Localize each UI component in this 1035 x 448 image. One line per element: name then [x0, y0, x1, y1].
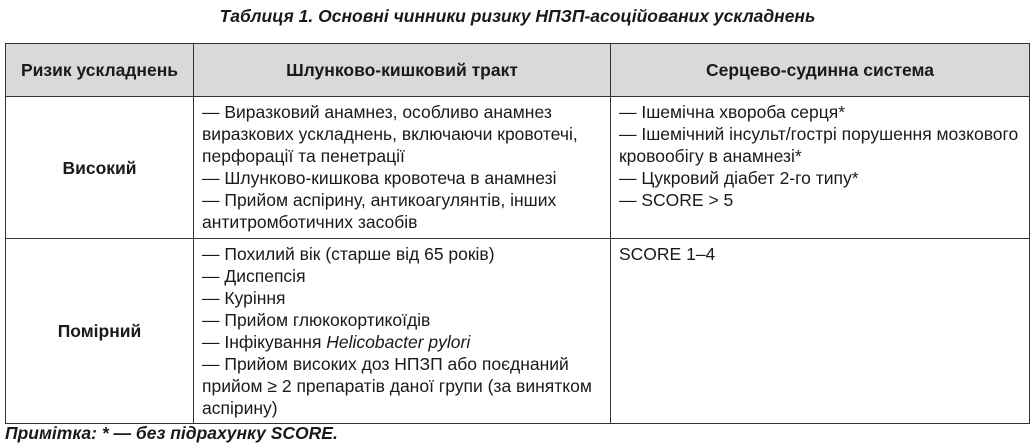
cv-factors-moderate — [611, 239, 1030, 424]
risk-factors-table — [5, 43, 1030, 424]
list-item: — Шлунково-кишкова кровотеча в анамнезі — [202, 168, 557, 188]
table-row-high — [6, 97, 1030, 239]
cv-factors-high — [611, 97, 1030, 239]
list-item: — SCORE > 5 — [619, 190, 734, 210]
list-item: — Ішемічна хвороба серця* — [619, 102, 846, 122]
list-item: — Ішемічний інсульт/гострі порушення мозкового кровообігу в анамнезі* — [619, 124, 1019, 166]
list-item: — Виразковий анамнез, особливо анамнез виразкових ускладнень, включаючи кровотечі, перфорації та пенетрації — [202, 102, 578, 166]
list-item: — Похилий вік (старше від 65 років) — [202, 244, 495, 264]
gi-factors-moderate — [194, 239, 611, 424]
list-item: — Прийом високих доз НПЗП або поєднаний прийом ≥ 2 препаратів даної групи (за винятком аспірину) — [202, 354, 592, 418]
risk-level-high: Високий — [6, 97, 194, 239]
list-item: SCORE 1–4 — [619, 244, 716, 264]
table-row-moderate — [6, 239, 1030, 424]
list-item: — Прийом аспірину, антикоагулянтів, інших антитромботичних засобів — [202, 190, 557, 232]
header-cardiovascular: Серцево-судинна система — [611, 44, 1030, 97]
list-item: — Інфікування Helicobacter pylori — [202, 332, 471, 352]
list-item: — Цукровий діабет 2-го типу* — [619, 168, 859, 188]
header-gi-tract: Шлунково-кишковий тракт — [194, 44, 611, 97]
table-caption: Таблиця 1. Основні чинники ризику НПЗП-асоційованих ускладнень — [219, 6, 816, 26]
header-risk: Ризик ускладнень — [6, 44, 194, 97]
gi-factors-high — [194, 97, 611, 239]
table-header-row — [6, 44, 1030, 97]
risk-level-moderate: Помірний — [6, 239, 194, 424]
list-item: — Прийом глюкокортикоїдів — [202, 310, 431, 330]
list-item: — Диспепсія — [202, 266, 306, 286]
list-item: — Куріння — [202, 288, 286, 308]
species-name: Helicobacter pylori — [326, 332, 471, 352]
table-note: Примітка: * — без підрахунку SCORE. — [5, 423, 338, 443]
